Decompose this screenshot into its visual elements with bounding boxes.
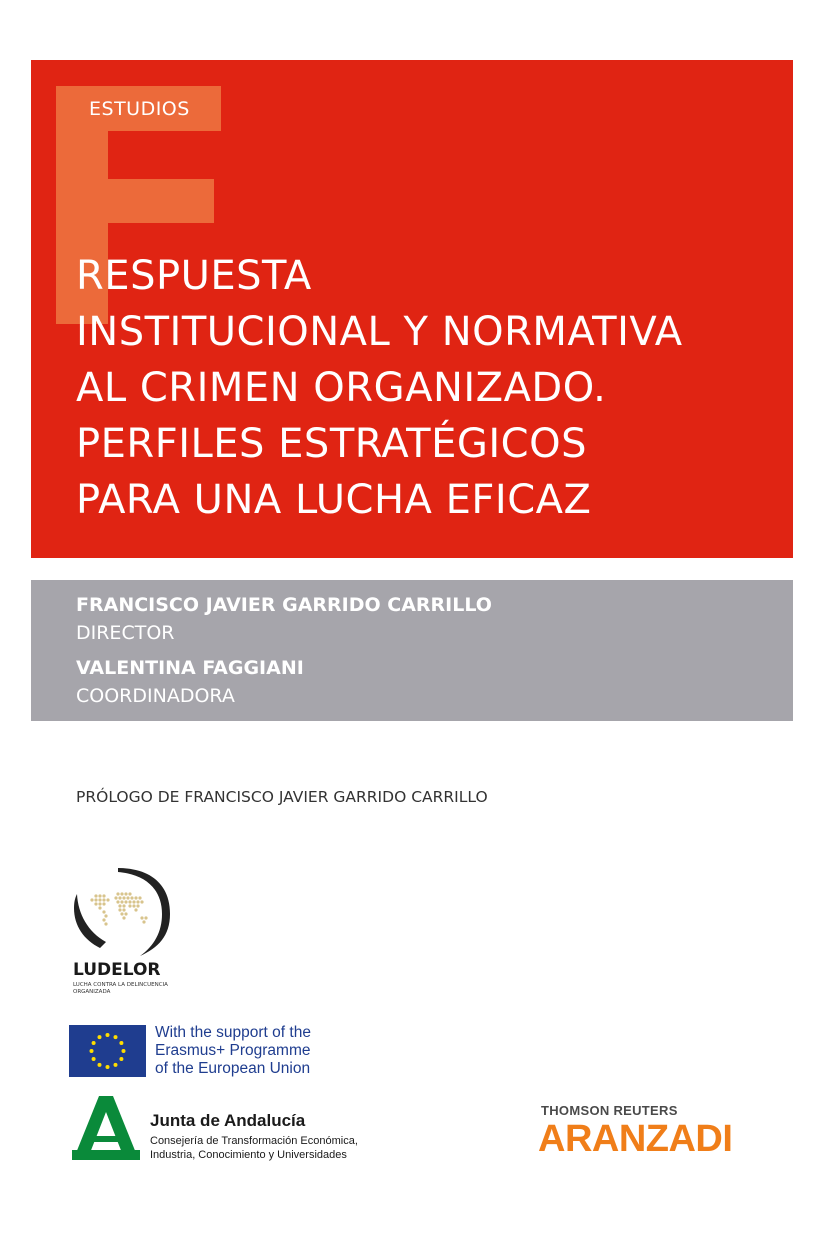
director-name: FRANCISCO JAVIER GARRIDO CARRILLO xyxy=(76,594,492,616)
title-line: AL CRIMEN ORGANIZADO. xyxy=(76,365,607,411)
publisher-group: THOMSON REUTERS xyxy=(541,1103,678,1118)
junta-name: Junta de Andalucía xyxy=(150,1111,306,1130)
title-line: INSTITUCIONAL Y NORMATIVA xyxy=(76,309,683,355)
junta-department xyxy=(150,1134,358,1162)
erasmus-support-text xyxy=(155,1024,311,1078)
erasmus-line: With the support of the xyxy=(155,1024,311,1041)
coordinator-name: VALENTINA FAGGIANI xyxy=(76,657,304,679)
coordinator-role: COORDINADORA xyxy=(76,685,235,707)
director-role: DIRECTOR xyxy=(76,622,175,644)
title-line: RESPUESTA xyxy=(76,253,312,299)
ludelor-globe-icon xyxy=(70,866,180,1001)
junta-line: Consejería de Transformación Económica, xyxy=(150,1135,358,1147)
prologue-credit: PRÓLOGO DE FRANCISCO JAVIER GARRIDO CARRILLO xyxy=(76,788,488,806)
junta-andalucia-logo-icon xyxy=(72,1096,140,1160)
ludelor-name: LUDELOR xyxy=(73,960,161,980)
title-line: PERFILES ESTRATÉGICOS xyxy=(76,421,587,467)
erasmus-line: of the European Union xyxy=(155,1060,311,1077)
ludelor-subtitle: LUCHA CONTRA LA DELINCUENCIA ORGANIZADA xyxy=(73,982,168,995)
publisher-name: ARANZADI xyxy=(538,1118,733,1160)
title-line: PARA UNA LUCHA EFICAZ xyxy=(76,477,592,523)
series-label: ESTUDIOS xyxy=(89,98,190,120)
junta-line: Industria, Conocimiento y Universidades xyxy=(150,1149,347,1161)
erasmus-line: Erasmus+ Programme xyxy=(155,1042,311,1059)
book-title xyxy=(76,248,776,528)
eu-flag-icon xyxy=(69,1025,146,1077)
